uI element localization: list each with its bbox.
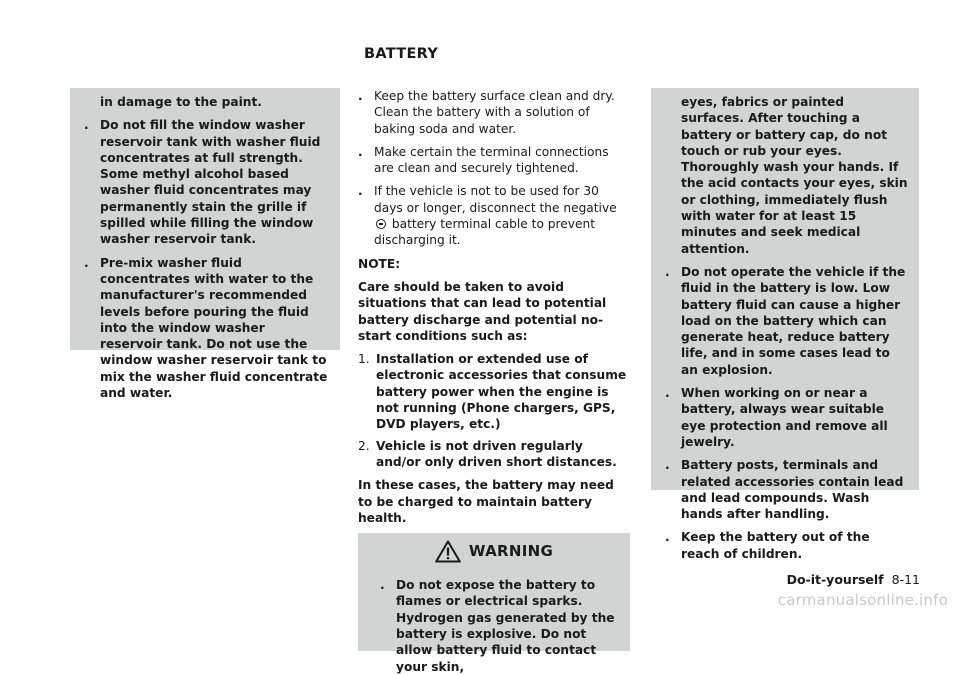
- note-label: NOTE:: [358, 256, 401, 271]
- warning-list-continued: [665, 264, 909, 562]
- warning-list: [370, 577, 618, 675]
- list-item: [358, 351, 630, 432]
- warning-box: [358, 533, 630, 674]
- battery-tips-list: [358, 88, 630, 249]
- caution-continuation: in damage to the paint.: [100, 95, 262, 109]
- warning-header: [358, 533, 630, 569]
- list-item-text: Pre-mix washer fluid concentrates with water to the manufacturer's recommended levels before pouring the fluid into the window washer reservoir tank. Do not use the window washer reservoir tank to mix the washer fluid concentrate and water.: [100, 255, 328, 401]
- bullet-marker: .: [380, 578, 385, 593]
- battery-main-column: [358, 88, 630, 674]
- note-numbered-list: [358, 351, 630, 470]
- list-item-text: battery terminal cable to prevent discharging it.: [374, 217, 595, 248]
- bullet-marker: .: [84, 255, 89, 270]
- list-item-text: Do not operate the vehicle if the fluid in the battery is low. Low battery fluid can cause a higher load on the battery which can generate heat, reduce battery life, and in some cases lead to an explosion.: [681, 264, 906, 377]
- list-item-text: Battery posts, terminals and related accessories contain lead and lead compounds. Wash hands after handling.: [681, 458, 904, 522]
- page-number: 8-11: [891, 572, 920, 587]
- list-item: [665, 529, 909, 562]
- footer-section: Do-it-yourself: [786, 572, 884, 587]
- caution-box-left: [70, 88, 340, 401]
- list-item-text: When working on or near a battery, always wear suitable eye protection and remove all jewelry.: [681, 386, 888, 449]
- warning-label: WARNING: [468, 542, 554, 561]
- item-number: 2.: [358, 438, 370, 453]
- list-item: [358, 183, 630, 248]
- list-item-text: Keep the battery surface clean and dry. Clean the battery with a solution of baking soda and water.: [374, 89, 615, 136]
- list-item-text: Installation or extended use of electronic accessories that consume battery power when the engine is not running (Phone chargers, GPS, DVD players, etc.): [376, 352, 627, 432]
- list-item: [665, 264, 909, 378]
- list-item: [358, 88, 630, 137]
- list-item-text: Keep the battery out of the reach of children.: [681, 530, 870, 561]
- list-item: [370, 577, 618, 675]
- closing-note: In these cases, the battery may need to be charged to maintain battery health.: [358, 478, 614, 525]
- list-item: [84, 255, 330, 402]
- list-item: [665, 385, 909, 450]
- bullet-marker: .: [665, 530, 670, 545]
- list-item: [358, 438, 630, 471]
- section-title: BATTERY: [364, 46, 439, 62]
- bullet-marker: .: [358, 184, 363, 199]
- warning-continuation: eyes, fabrics or painted surfaces. After touching a battery or battery cap, do not touch or rub your eyes. Thoroughly wash your hands. If the acid contacts your eyes, skin or clothing, immediately flush with water for at least 15 minutes and seek medical attention.: [681, 95, 908, 256]
- list-item: [358, 144, 630, 177]
- list-item-text: Make certain the terminal connections are clean and securely tightened.: [374, 144, 609, 176]
- note-text: Care should be taken to avoid situations that can lead to potential battery discharge and potential no-start conditions such as:: [358, 279, 607, 343]
- item-number: 1.: [358, 352, 370, 367]
- bullet-marker: .: [665, 386, 670, 401]
- warning-box-right: [651, 88, 919, 561]
- watermark: carmanualsonline.info: [777, 591, 948, 609]
- list-item-text: Vehicle is not driven regularly and/or only driven short distances.: [376, 438, 617, 469]
- list-item: [665, 457, 909, 522]
- caution-list: [84, 117, 330, 401]
- warning-triangle-icon: [435, 540, 461, 563]
- list-item: [84, 117, 330, 247]
- bullet-marker: .: [665, 264, 670, 279]
- list-item-text: If the vehicle is not to be used for 30 days or longer, disconnect the negative: [374, 184, 617, 215]
- list-item-text: Do not expose the battery to flames or electrical sparks. Hydrogen gas generated by the battery is explosive. Do not allow battery fluid to contact your skin,: [396, 578, 615, 674]
- bullet-marker: .: [358, 144, 363, 159]
- bullet-marker: .: [358, 89, 363, 103]
- bullet-marker: .: [665, 458, 670, 473]
- page-footer: [787, 572, 920, 587]
- negative-terminal-icon: [376, 219, 386, 229]
- bullet-marker: .: [84, 118, 89, 133]
- list-item-text: Do not fill the window washer reservoir tank with washer fluid concentrates at full strength. Some methyl alcohol based washer fluid concentrates may permanently stain the grille if spilled while filling the window washer reservoir tank.: [100, 118, 321, 247]
